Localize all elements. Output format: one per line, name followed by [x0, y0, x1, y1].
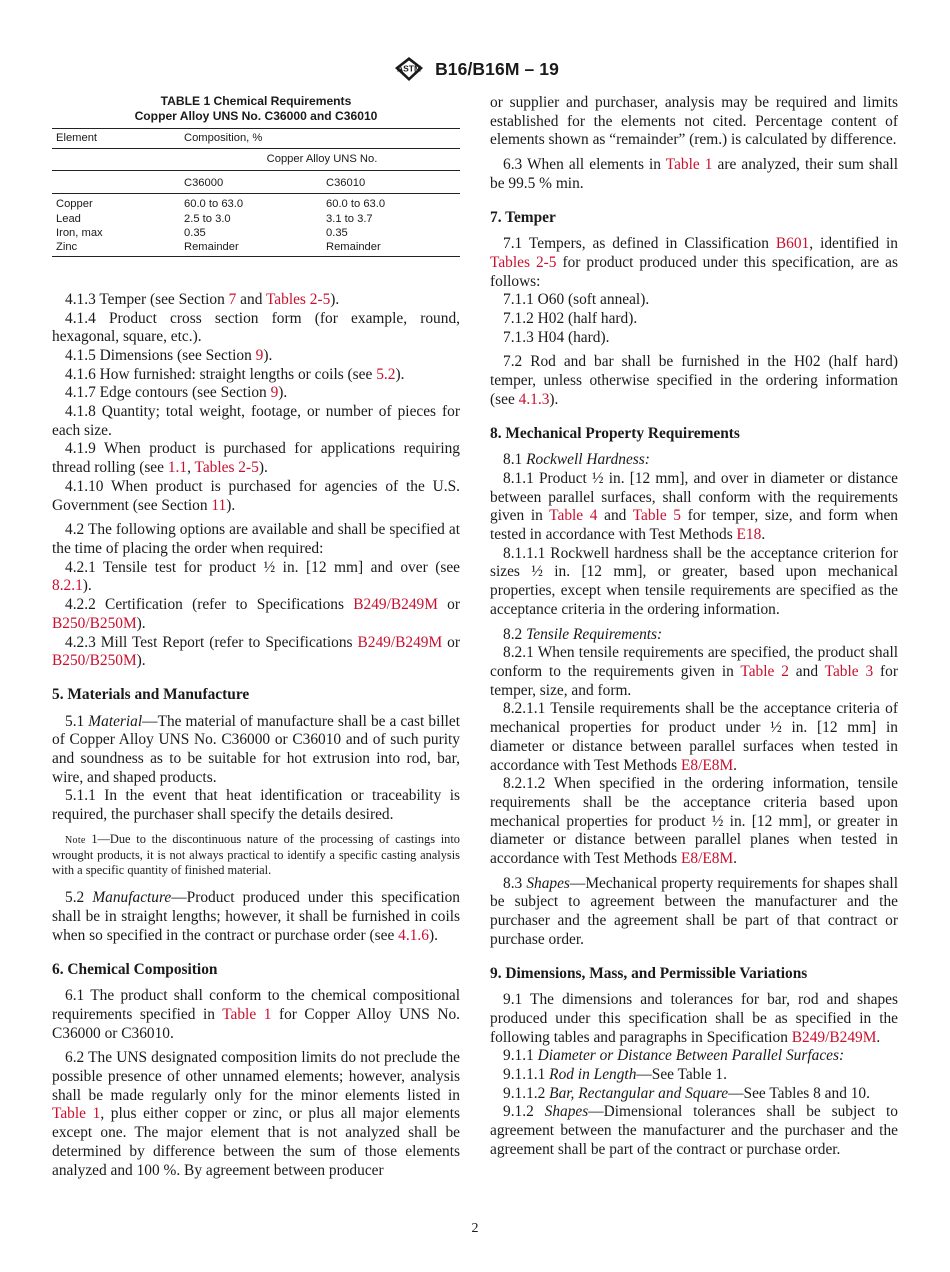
paragraph-4-1-10: 4.1.10 When product is purchased for agencies of the U.S. Government (see Section 11). — [52, 477, 460, 514]
section-heading-7: 7. Temper — [490, 208, 556, 226]
section-heading-6: 6. Chemical Composition — [52, 960, 218, 978]
table-header-row — [52, 129, 460, 149]
note-1: Note 1—Due to the discontinuous nature of the processing of castings into wrought products, it is not always practical to identify a specific casting analysis with a specific quantity of finished material. — [52, 831, 460, 878]
paragraph-6-2-continued: or supplier and purchaser, analysis may be required and limits established for the elements not cited. Percentage content of elements shown as “remainder” (rem.) is calculated by difference. — [490, 94, 898, 149]
link-table-1[interactable]: Table 1 — [52, 1105, 101, 1123]
table-row — [52, 212, 460, 226]
paragraph-8-3: 8.3 Shapes—Mechanical property requirements for shapes shall be subject to agreement between the manufacturer and the purchaser and the agreement shall be part of that contract or purchase order. — [490, 874, 898, 948]
cell-c36010: 0.35 — [326, 227, 348, 240]
link-table-1[interactable]: Table 1 — [222, 1005, 272, 1023]
link-b250[interactable]: B250/B250M — [52, 652, 137, 670]
cell-element: Copper — [56, 198, 93, 211]
cell-c36010: 60.0 to 63.0 — [326, 198, 386, 211]
paragraph-8-2-1-2: 8.2.1.2 When specified in the ordering information, tensile requirements shall be the acceptance criteria based upon mechanical properties for product ½ in. [12 mm], or greater in diameter or distance between parallel planes when tested in accordance with Test Methods E8/E8M. — [490, 775, 898, 868]
paragraph-9-1-2: 9.1.2 Shapes—Dimensional tolerances shall be subject to agreement between the manufacturer and the purchaser and the agreement shall be part of the contract or purchase order. — [490, 1103, 898, 1158]
link-section-11[interactable]: 11 — [211, 496, 227, 514]
cell-c36000: 2.5 to 3.0 — [184, 212, 231, 225]
table-1 — [52, 94, 460, 257]
link-table-5[interactable]: Table 5 — [632, 507, 681, 525]
link-b601[interactable]: B601 — [775, 235, 810, 253]
link-tables-2-5[interactable]: Tables 2-5 — [194, 459, 259, 477]
cell-element: Lead — [56, 212, 81, 225]
link-table-3[interactable]: Table 3 — [824, 662, 874, 680]
paragraph-5-2: 5.2 Manufacture—Product produced under this specification shall be in straight lengths; however, it shall be furnished in coils when so specified in the contract or purchase order (see 4.1.6). — [52, 889, 460, 944]
paragraph-8-1: 8.1 Rockwell Hardness: — [503, 451, 650, 469]
paragraph-4-1-9: 4.1.9 When product is purchased for applications requiring thread rolling (see 1.1, Tables 2-5). — [52, 440, 460, 477]
cell-element: Zinc — [56, 241, 78, 254]
section-heading-5: 5. Materials and Manufacture — [52, 685, 250, 703]
column-header-alloy-span: Copper Alloy UNS No. — [184, 152, 460, 170]
section-heading-8: 8. Mechanical Property Requirements — [490, 424, 740, 442]
paragraph-6-2: 6.2 The UNS designated composition limits do not preclude the possible presence of other unnamed elements; however, analysis shall be made regularly only for the minor elements listed in Table 1, plus either copper or zinc, or plus all major elements except one. The major element that is not analyzed shall be determined by difference between the sum of those elements analyzed and 100 %. By agreement between producer — [52, 1049, 460, 1179]
document-id: B16/B16M – 19 — [435, 58, 559, 79]
paragraph-4-2-3: 4.2.3 Mill Test Report (refer to Specifications B249/B249M or B250/B250M). — [52, 633, 460, 670]
paragraph-9-1-1-1: 9.1.1.1 Rod in Length—See Table 1. — [503, 1066, 727, 1084]
paragraph-7-1-2: 7.1.2 H02 (half hard). — [503, 310, 638, 328]
link-b249[interactable]: B249/B249M — [791, 1028, 877, 1046]
paragraph-5-1-1: 5.1.1 In the event that heat identification or traceability is required, the purchaser shall specify the details desired. — [52, 787, 460, 824]
astm-logo-icon — [391, 54, 427, 84]
table-row — [52, 226, 460, 240]
table-subtitle: Copper Alloy UNS No. C36000 and C36010 — [134, 109, 378, 123]
cell-c36000: 0.35 — [184, 227, 206, 240]
cell-c36010: Remainder — [326, 241, 381, 254]
table-body — [52, 194, 460, 256]
table-subheader-row — [52, 171, 460, 194]
link-table-2[interactable]: Table 2 — [740, 662, 789, 680]
paragraph-4-1-8: 4.1.8 Quantity; total weight, footage, or number of pieces for each size. — [52, 403, 460, 439]
link-4-1-6[interactable]: 4.1.6 — [398, 926, 429, 944]
link-1-1[interactable]: 1.1 — [167, 459, 188, 477]
paragraph-9-1: 9.1 The dimensions and tolerances for bar, rod and shapes produced under this specification shall be as specified in the following tables and paragraphs in Specification B249/B249M. — [490, 991, 898, 1046]
paragraph-4-2-2: 4.2.2 Certification (refer to Specifications B249/B249M or B250/B250M). — [52, 596, 460, 632]
paragraph-8-2-1: 8.2.1 When tensile requirements are specified, the product shall conform to the requirements given in Table 2 and Table 3 for temper, size, and form. — [490, 644, 898, 699]
section-heading-9: 9. Dimensions, Mass, and Permissible Variations — [490, 964, 808, 982]
link-b249[interactable]: B249/B249M — [353, 596, 438, 614]
link-b250[interactable]: B250/B250M — [52, 614, 137, 632]
link-section-9[interactable]: 9 — [255, 346, 264, 364]
column-header-c36010: C36010 — [326, 176, 366, 189]
paragraph-4-1-3: 4.1.3 Temper (see Section 7 and Tables 2-5). — [65, 290, 340, 308]
paragraph-9-1-1: 9.1.1 Diameter or Distance Between Parallel Surfaces: — [503, 1047, 845, 1065]
table-span-header-row — [52, 149, 460, 170]
paragraph-9-1-1-2: 9.1.1.2 Bar, Rectangular and Square—See Tables 8 and 10. — [503, 1084, 870, 1102]
paragraph-7-1-3: 7.1.3 H04 (hard). — [503, 328, 610, 346]
cell-c36000: 60.0 to 63.0 — [184, 198, 244, 211]
paragraph-8-2-1-1: 8.2.1.1 Tensile requirements shall be the acceptance criteria of mechanical properties for product under ½ in. [12 mm] in diameter or distance between parallel surfaces when tested in accordance with Test Methods E8/E8M. — [490, 700, 898, 774]
link-section-7[interactable]: 7 — [228, 290, 237, 308]
paragraph-4-1-5: 4.1.5 Dimensions (see Section 9). — [65, 346, 273, 364]
link-tables-2-5[interactable]: Tables 2-5 — [265, 290, 331, 308]
table-title: TABLE 1 Chemical Requirements — [160, 94, 352, 108]
table-row — [52, 240, 460, 254]
link-5-2[interactable]: 5.2 — [376, 365, 396, 383]
link-e8[interactable]: E8/E8M — [680, 850, 734, 868]
paragraph-4-1-7: 4.1.7 Edge contours (see Section 9). — [65, 384, 288, 402]
paragraph-7-1: 7.1 Tempers, as defined in Classification B601, identified in Tables 2-5 for product produced under this specification, are as follows: — [490, 235, 899, 290]
link-e18[interactable]: E18 — [736, 526, 762, 544]
paragraph-4-1-4: 4.1.4 Product cross section form (for example, round, hexagonal, square, etc.). — [52, 309, 460, 346]
link-section-9[interactable]: 9 — [270, 384, 279, 402]
link-table-1[interactable]: Table 1 — [665, 156, 713, 174]
paragraph-6-1: 6.1 The product shall conform to the chemical compositional requirements specified in Table 1 for Copper Alloy UNS No. C36000 or C36010. — [52, 987, 460, 1042]
paragraph-7-1-1: 7.1.1 O60 (soft anneal). — [503, 291, 650, 309]
chemical-requirements-table — [52, 128, 460, 257]
paragraph-6-3: 6.3 When all elements in Table 1 are analyzed, their sum shall be 99.5 % min. — [490, 156, 898, 192]
paragraph-8-2: 8.2 Tensile Requirements: — [503, 625, 663, 643]
paragraph-5-1: 5.1 Material—The material of manufacture shall be a cast billet of Copper Alloy UNS No. C36000 or C36010 and of such purity and soundness as to be suitable for hot extrusion into rod, bar, wire, and shaped products. — [52, 712, 460, 786]
link-4-1-3[interactable]: 4.1.3 — [518, 390, 550, 408]
link-e8[interactable]: E8/E8M — [680, 756, 734, 774]
cell-element: Iron, max — [56, 227, 103, 240]
right-column — [490, 94, 898, 1160]
paragraph-7-2: 7.2 Rod and bar shall be furnished in the H02 (half hard) temper, unless otherwise specified in the ordering information (see 4.1.3). — [490, 353, 898, 408]
paragraph-4-2-1: 4.2.1 Tensile test for product ½ in. [12 mm] and over (see 8.2.1). — [52, 558, 460, 595]
table-row — [52, 197, 460, 211]
paragraph-4-1-6: 4.1.6 How furnished: straight lengths or coils (see 5.2). — [65, 365, 405, 383]
left-column — [52, 94, 460, 1180]
cell-c36010: 3.1 to 3.7 — [326, 212, 373, 225]
paragraph-8-1-1: 8.1.1 Product ½ in. [12 mm], and over in diameter or distance between parallel surfaces, shall conform with the requirements given in Table 4 and Table 5 for temper, size, and form when tested in accordance with Test Methods E18. — [490, 469, 898, 544]
page-number: 2 — [471, 1221, 479, 1236]
column-header-composition: Composition, % — [184, 132, 263, 144]
link-b249[interactable]: B249/B249M — [357, 633, 443, 651]
link-8-2-1[interactable]: 8.2.1 — [52, 577, 83, 595]
cell-c36000: Remainder — [184, 241, 239, 254]
link-table-4[interactable]: Table 4 — [549, 507, 598, 525]
paragraph-4-2: 4.2 The following options are available and shall be specified at the time of placing the order when required: — [52, 521, 460, 557]
page-header — [0, 54, 950, 84]
svg-text:ASTM: ASTM — [397, 63, 422, 74]
paragraph-8-1-1-1: 8.1.1.1 Rockwell hardness shall be the acceptance criterion for sizes ½ in. [12 mm], or greater, based upon mechanical properties, except when tensile requirements are specified as the acceptance criteria in the ordering information. — [490, 544, 898, 618]
column-header-c36000: C36000 — [184, 176, 224, 189]
link-tables-2-5[interactable]: Tables 2-5 — [490, 253, 557, 271]
column-header-element: Element — [56, 132, 98, 144]
